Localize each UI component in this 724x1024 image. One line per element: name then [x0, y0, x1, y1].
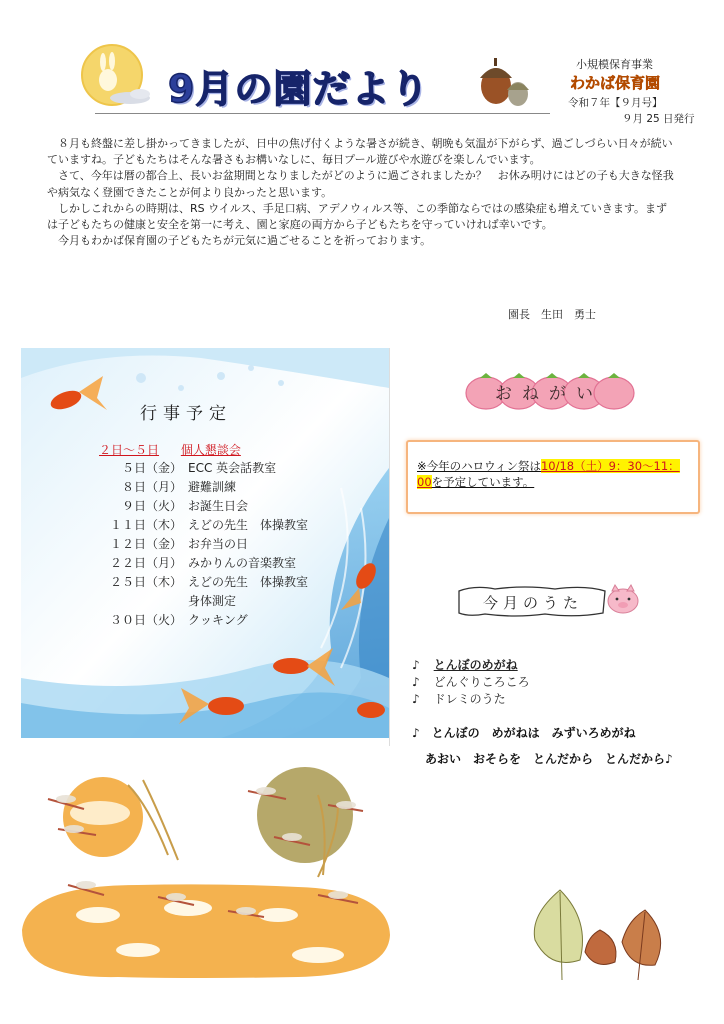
request-heading-badge — [462, 372, 637, 412]
schedule-date: ８日（月） — [121, 480, 182, 494]
letter-paragraph: ８月も終盤に差し掛かってきましたが、日中の焦げ付くような暑さが続き、朝晩も気温が下がらず、過ごしづらい日々が続いていますね。子どもたちはそんな暑さもお構いなしに、毎日プール遊びや水遊びを楽しんでいます。 — [47, 137, 673, 167]
song-item — [412, 674, 530, 691]
dragonfly-moon-illustration — [18, 765, 398, 995]
song-heading-badge — [455, 583, 645, 619]
schedule-event: えどの先生 体操教室 — [188, 575, 309, 589]
song-list — [412, 657, 530, 708]
schedule-event: お弁当の日 — [188, 537, 249, 551]
schedule-event: ECC 英会話教室 — [188, 461, 277, 475]
letter-paragraph: 今月もわかば保育園の子どもたちが元気に過ごせることを祈っております。 — [58, 234, 432, 248]
schedule-event: 身体測定 — [188, 594, 237, 608]
song-lyrics-line1: ♪ とんぼの めがねは みずいろめがね — [412, 726, 636, 740]
schedule-event: みかりんの音楽教室 — [188, 556, 297, 570]
song-lyrics-line2: あおい おそらを とんだから とんだから♪ — [425, 752, 673, 766]
director-letter — [47, 136, 677, 249]
schedule-date: ２５日（木） — [109, 575, 182, 589]
letter-paragraph: しかしこれからの時期は、RS ウイルス、手足口病、アデノウィルス等、この季節ならではの感染症も増えていきます。まずは子どもたちの健康と安全を第一に考え、園と家庭の両方から子どもたちを守っていければ幸いです。 — [47, 201, 668, 232]
schedule-event: クッキング — [188, 613, 248, 627]
autumn-leaves-illustration — [520, 880, 670, 990]
org-name: わかば保育園 — [570, 74, 661, 92]
schedule-date: ３０日（火） — [109, 613, 182, 627]
issue-number: 令和７年【９月号】 — [568, 97, 663, 109]
song-title: ドレミのうた — [433, 692, 506, 706]
song-heading: 今月のうた — [482, 594, 584, 612]
song-item — [412, 657, 530, 674]
request-suffix: を予定しています。 — [431, 475, 535, 489]
schedule-highlight-date: ２日～５日 — [99, 443, 160, 457]
column-divider — [389, 348, 390, 746]
header-divider — [95, 113, 550, 114]
song-item — [412, 691, 530, 708]
issue-date: ９月 25 日発行 — [622, 113, 695, 125]
schedule-event: 避難訓練 — [188, 480, 237, 494]
schedule-date: ２２日（月） — [109, 556, 182, 570]
music-note-icon: ♪ — [412, 658, 420, 672]
song-title: どんぐりころころ — [433, 675, 530, 689]
schedule-title: 行事予定 — [140, 404, 232, 424]
request-heading: おねがい — [495, 384, 603, 404]
request-time-highlight: 00 — [417, 475, 432, 489]
moon-rabbit-illustration — [70, 42, 160, 108]
acorn-illustration — [470, 52, 550, 110]
page-title: 9月の園だより — [168, 67, 430, 111]
song-title: とんぼのめがね — [433, 658, 518, 672]
music-note-icon: ♪ — [412, 692, 420, 706]
schedule-event: お誕生日会 — [188, 499, 249, 513]
schedule-date: １１日（木） — [109, 518, 182, 532]
music-note-icon: ♪ — [412, 675, 420, 689]
goldfish-corner — [357, 702, 385, 718]
letter-paragraph: さて、今年は暦の都合上、長いお盆期間となりましたがどのように過ごされましたか？ お休み明けにはどの子も大きな怪我や病気なく登園できたことが何より良かったと思います。 — [47, 169, 674, 199]
org-category: 小規模保育事業 — [576, 58, 653, 71]
schedule-highlight-row — [99, 443, 241, 458]
request-date-highlight: 10/18（土）9：30～11： — [540, 459, 680, 473]
request-prefix: ※今年のハロウィン祭は — [417, 459, 541, 473]
director-signature: 園長 生田 勇士 — [508, 308, 596, 321]
schedule-highlight-event: 個人懇談会 — [180, 443, 241, 457]
request-notice-text — [417, 458, 691, 490]
schedule-event: えどの先生 体操教室 — [188, 518, 309, 532]
schedule-date: ９日（火） — [121, 499, 182, 513]
schedule-date: ５日（金） — [121, 461, 182, 475]
schedule-date: １２日（金） — [109, 537, 182, 551]
pig-icon — [608, 585, 638, 613]
